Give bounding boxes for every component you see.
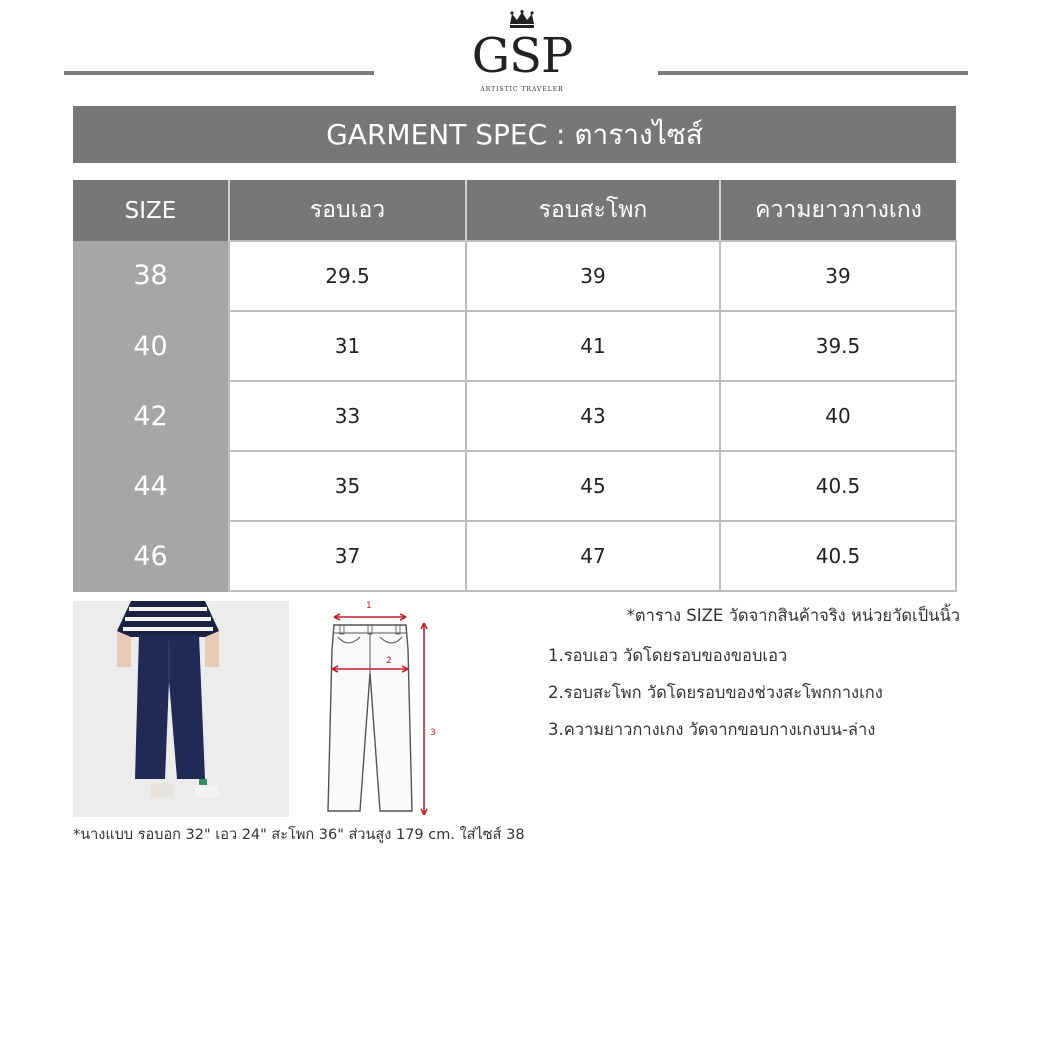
brand-logo <box>470 10 574 94</box>
size-cell: 44 <box>73 451 229 521</box>
divider-right <box>658 71 968 75</box>
hip-cell: 43 <box>466 381 720 451</box>
hip-cell: 45 <box>466 451 720 521</box>
hip-cell: 39 <box>466 241 720 311</box>
length-cell: 39 <box>720 241 956 311</box>
table-row <box>73 451 956 521</box>
measure-label-3: 3 <box>430 728 436 738</box>
header-length: ความยาวกางเกง <box>720 180 956 241</box>
size-cell: 42 <box>73 381 229 451</box>
hip-cell: 47 <box>466 521 720 591</box>
crown-icon <box>508 10 536 28</box>
divider-left <box>64 71 374 75</box>
size-cell: 40 <box>73 311 229 381</box>
page-title: GARMENT SPEC : ตารางไซส์ <box>73 106 956 163</box>
pants-measurement-diagram <box>316 597 446 822</box>
hip-cell: 41 <box>466 311 720 381</box>
notes-heading: *ตาราง SIZE วัดจากสินค้าจริง หน่วยวัดเป็นนิ้ว <box>626 606 960 625</box>
measurement-notes <box>540 603 960 754</box>
model-footnote: *นางแบบ รอบอก 32" เอว 24" สะโพก 36" ส่วนสูง 179 cm. ใส่ไซส์ 38 <box>73 827 525 843</box>
table-row <box>73 311 956 381</box>
table-row <box>73 521 956 591</box>
table-header-row <box>73 180 956 241</box>
brand-name: GSP <box>471 28 573 84</box>
length-cell: 40.5 <box>720 521 956 591</box>
size-table <box>73 180 957 592</box>
waist-cell: 33 <box>229 381 466 451</box>
measure-label-2: 2 <box>386 656 392 666</box>
length-cell: 39.5 <box>720 311 956 381</box>
table-row <box>73 381 956 451</box>
waist-cell: 35 <box>229 451 466 521</box>
length-cell: 40.5 <box>720 451 956 521</box>
note-item-waist: 1.รอบเอว วัดโดยรอบของขอบเอว <box>548 646 788 665</box>
waist-cell: 31 <box>229 311 466 381</box>
model-photo <box>73 601 289 817</box>
header-waist: รอบเอว <box>229 180 466 241</box>
length-cell: 40 <box>720 381 956 451</box>
waist-cell: 37 <box>229 521 466 591</box>
waist-cell: 29.5 <box>229 241 466 311</box>
header-size: SIZE <box>73 180 229 241</box>
size-cell: 46 <box>73 521 229 591</box>
size-cell: 38 <box>73 241 229 311</box>
measure-label-1: 1 <box>366 601 372 611</box>
note-item-hip: 2.รอบสะโพก วัดโดยรอบของช่วงสะโพกกางเกง <box>548 683 883 702</box>
header-hip: รอบสะโพก <box>466 180 720 241</box>
table-row <box>73 241 956 311</box>
brand-tagline: ARTISTIC TRAVELER <box>480 86 564 93</box>
note-item-length: 3.ความยาวกางเกง วัดจากขอบกางเกงบน-ล่าง <box>548 720 876 739</box>
